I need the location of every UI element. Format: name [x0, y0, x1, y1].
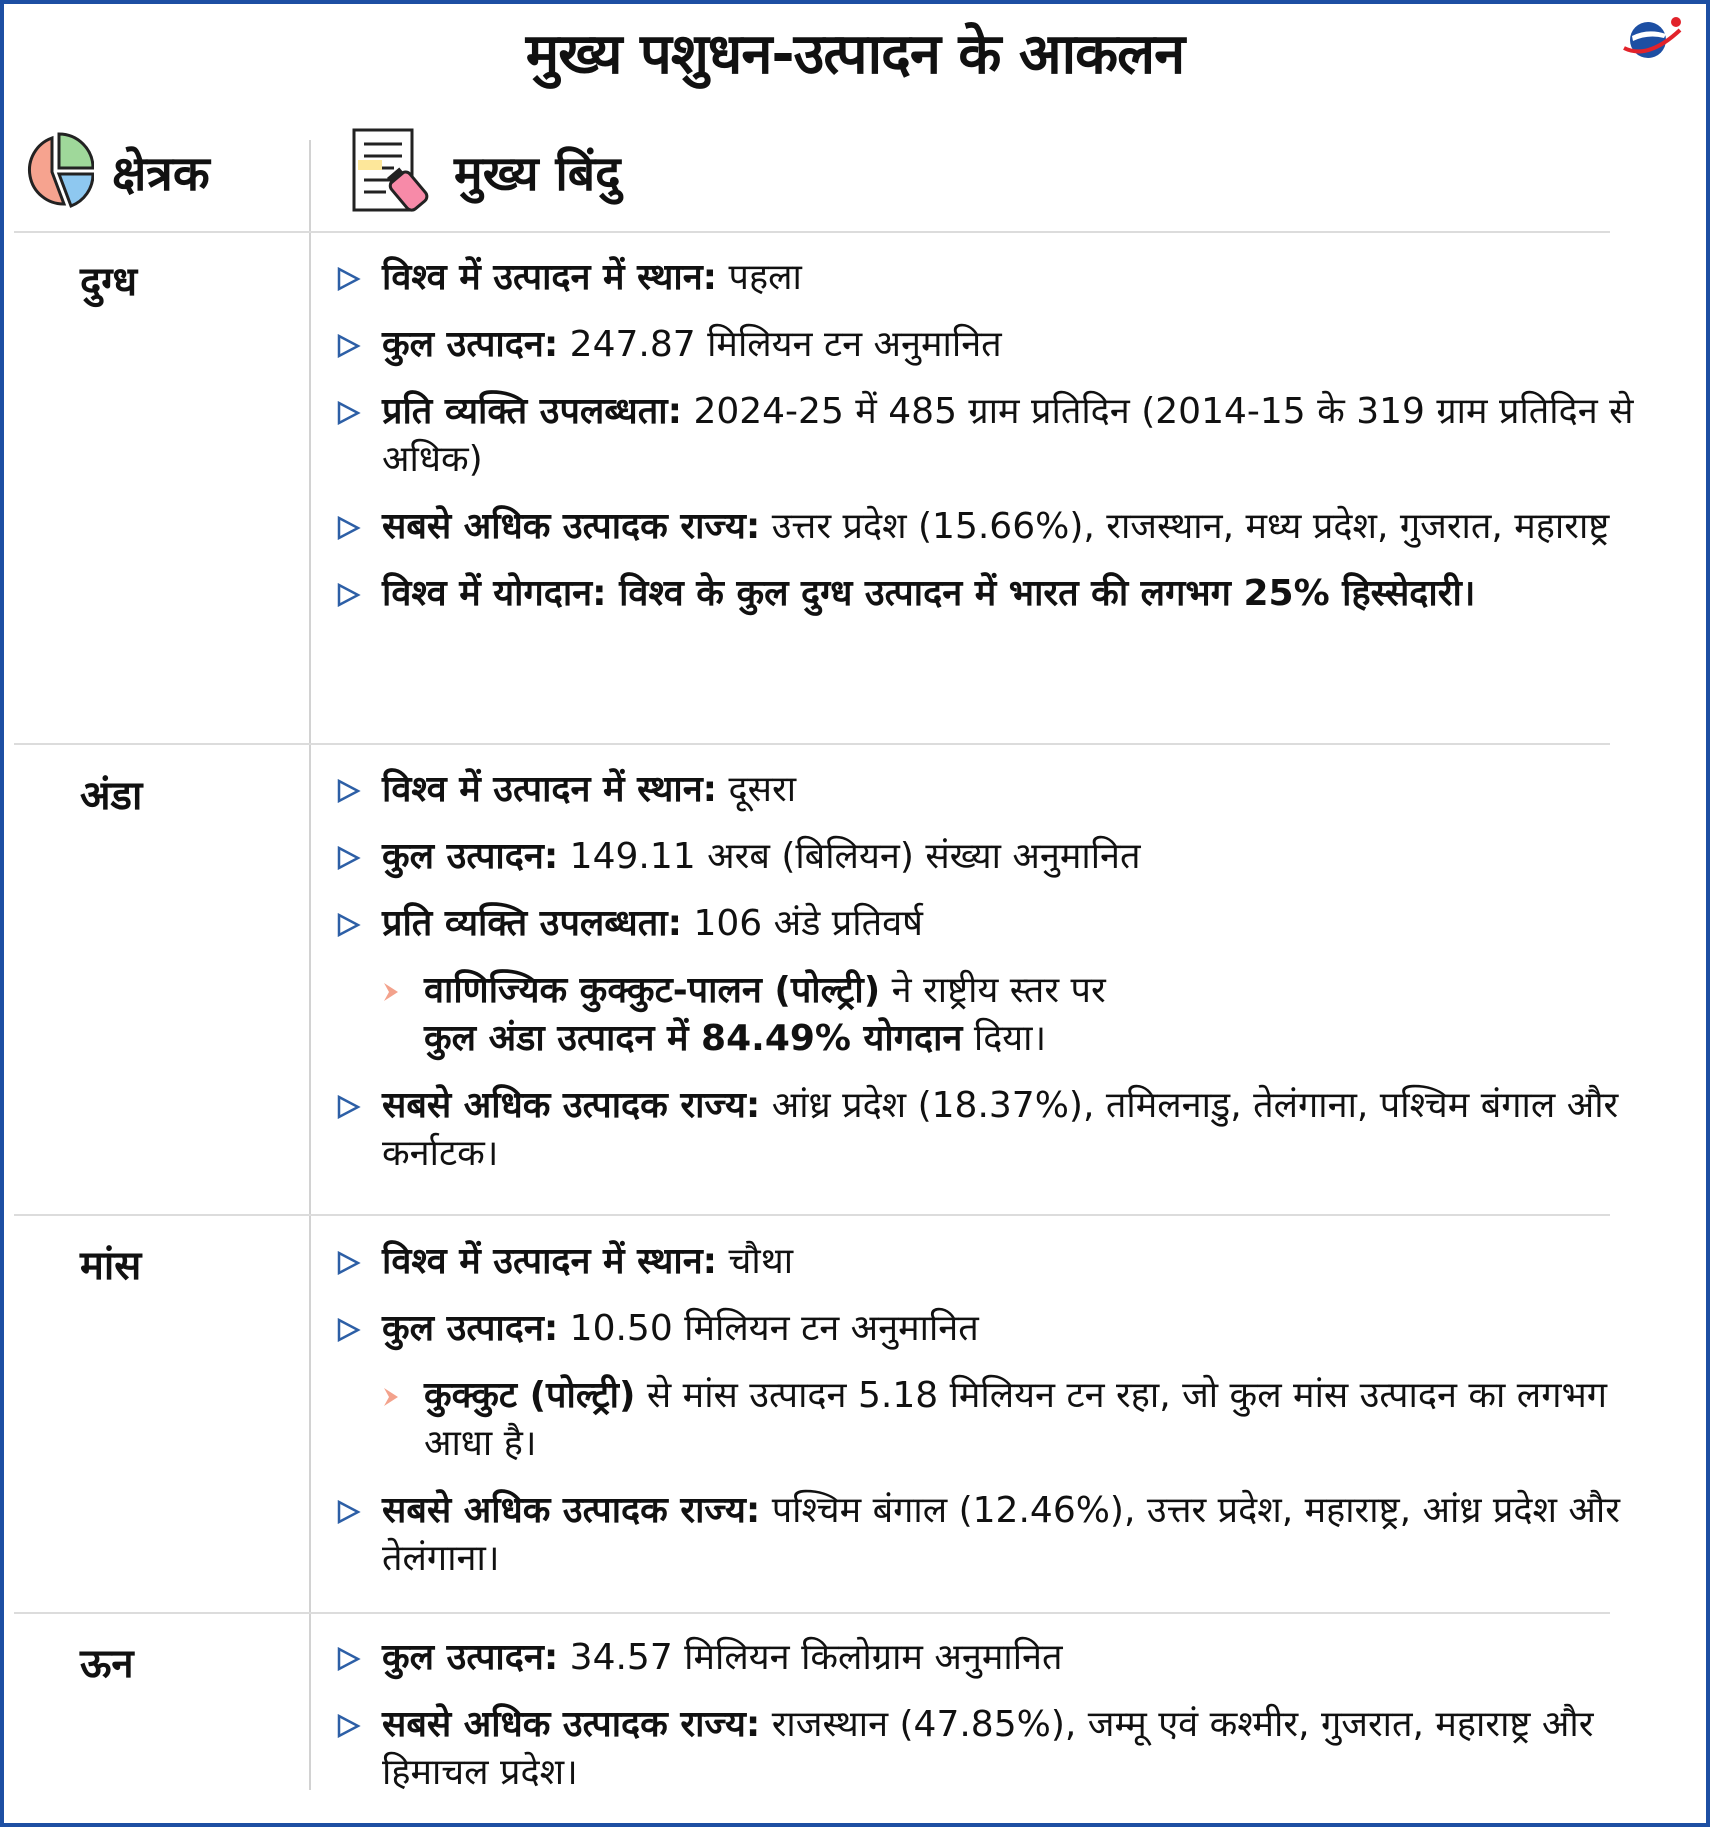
- caret-right-icon: [382, 981, 400, 1003]
- points-column-header: [350, 118, 621, 226]
- list-item: विश्व में योगदान: विश्व के कुल दुग्ध उत्पादन में भारत की लगभग 25% हिस्सेदारी।: [336, 570, 1676, 618]
- chevron-right-icon: [336, 779, 362, 803]
- list-item: विश्व में उत्पादन में स्थान: पहला: [336, 254, 1676, 302]
- list-item: विश्व में उत्पादन में स्थान: दूसरा: [336, 766, 1676, 814]
- chevron-right-icon: [336, 1318, 362, 1342]
- chevron-right-icon: [336, 516, 362, 540]
- milk-points: [336, 254, 1676, 637]
- list-item: कुल उत्पादन: 149.11 अरब (बिलियन) संख्या अनुमानित: [336, 833, 1676, 881]
- sector-label-wool: ऊन: [80, 1641, 134, 1687]
- sector-label-egg: अंडा: [80, 773, 143, 819]
- list-item: सबसे अधिक उत्पादक राज्य: उत्तर प्रदेश (15.66%), राजस्थान, मध्य प्रदेश, गुजरात, महाराष्ट्र: [336, 503, 1676, 551]
- sector-header-label: क्षेत्रक: [112, 145, 210, 202]
- list-item: सबसे अधिक उत्पादक राज्य: पश्चिम बंगाल (12.46%), उत्तर प्रदेश, महाराष्ट्र, आंध्र प्रदेश और तेलंगाना।: [336, 1487, 1676, 1583]
- row-divider: [14, 231, 1610, 233]
- points-header-label: मुख्य बिंदु: [454, 145, 621, 202]
- meat-points: [336, 1238, 1676, 1602]
- list-item: कुल उत्पादन: 10.50 मिलियन टन अनुमानित: [336, 1305, 1676, 1353]
- list-item: प्रति व्यक्ति उपलब्धता: 106 अंडे प्रतिवर्ष: [336, 900, 1676, 948]
- sector-column-header: [14, 118, 304, 226]
- list-item: कुल उत्पादन: 247.87 मिलियन टन अनुमानित: [336, 321, 1676, 369]
- chevron-right-icon: [336, 1647, 362, 1671]
- row-divider: [14, 1612, 1610, 1614]
- chevron-right-icon: [336, 1500, 362, 1524]
- chevron-right-icon: [336, 401, 362, 425]
- chevron-right-icon: [336, 267, 362, 291]
- wool-points: [336, 1634, 1676, 1816]
- sub-list-item: कुक्कुट (पोल्ट्री) से मांस उत्पादन 5.18 मिलियन टन रहा, जो कुल मांस उत्पादन का लगभग आधा है।: [336, 1372, 1676, 1468]
- list-item: कुल उत्पादन: 34.57 मिलियन किलोग्राम अनुमानित: [336, 1634, 1676, 1682]
- document-pen-icon: [350, 126, 436, 218]
- egg-points: [336, 766, 1676, 1197]
- column-divider: [309, 140, 311, 1790]
- globe-logo-icon: [1618, 8, 1688, 70]
- sub-list-item: वाणिज्यिक कुक्कुट-पालन (पोल्ट्री) ने राष्ट्रीय स्तर पर कुल अंडा उत्पादन में 84.49% योगदान दिया।: [336, 967, 1676, 1063]
- caret-right-icon: [382, 1386, 400, 1408]
- pie-chart-icon: [14, 132, 94, 212]
- chevron-right-icon: [336, 913, 362, 937]
- sector-label-meat: मांस: [80, 1243, 142, 1289]
- chevron-right-icon: [336, 846, 362, 870]
- list-item: विश्व में उत्पादन में स्थान: चौथा: [336, 1238, 1676, 1286]
- chevron-right-icon: [336, 583, 362, 607]
- row-divider: [14, 1214, 1610, 1216]
- chevron-right-icon: [336, 1095, 362, 1119]
- sector-label-milk: दुग्ध: [80, 259, 138, 305]
- chevron-right-icon: [336, 1714, 362, 1738]
- list-item: सबसे अधिक उत्पादक राज्य: राजस्थान (47.85%), जम्मू एवं कश्मीर, गुजरात, महाराष्ट्र और हिमाचल प्रदेश।: [336, 1701, 1676, 1797]
- chevron-right-icon: [336, 1251, 362, 1275]
- row-divider: [14, 743, 1610, 745]
- chevron-right-icon: [336, 334, 362, 358]
- list-item: सबसे अधिक उत्पादक राज्य: आंध्र प्रदेश (18.37%), तमिलनाडु, तेलंगाना, पश्चिम बंगाल और कर्नाटक।: [336, 1082, 1676, 1178]
- list-item: प्रति व्यक्ति उपलब्धता: 2024-25 में 485 ग्राम प्रतिदिन (2014-15 के 319 ग्राम प्रतिदिन से अधिक): [336, 388, 1676, 484]
- page-title: मुख्य पशुधन-उत्पादन के आकलन: [525, 22, 1185, 87]
